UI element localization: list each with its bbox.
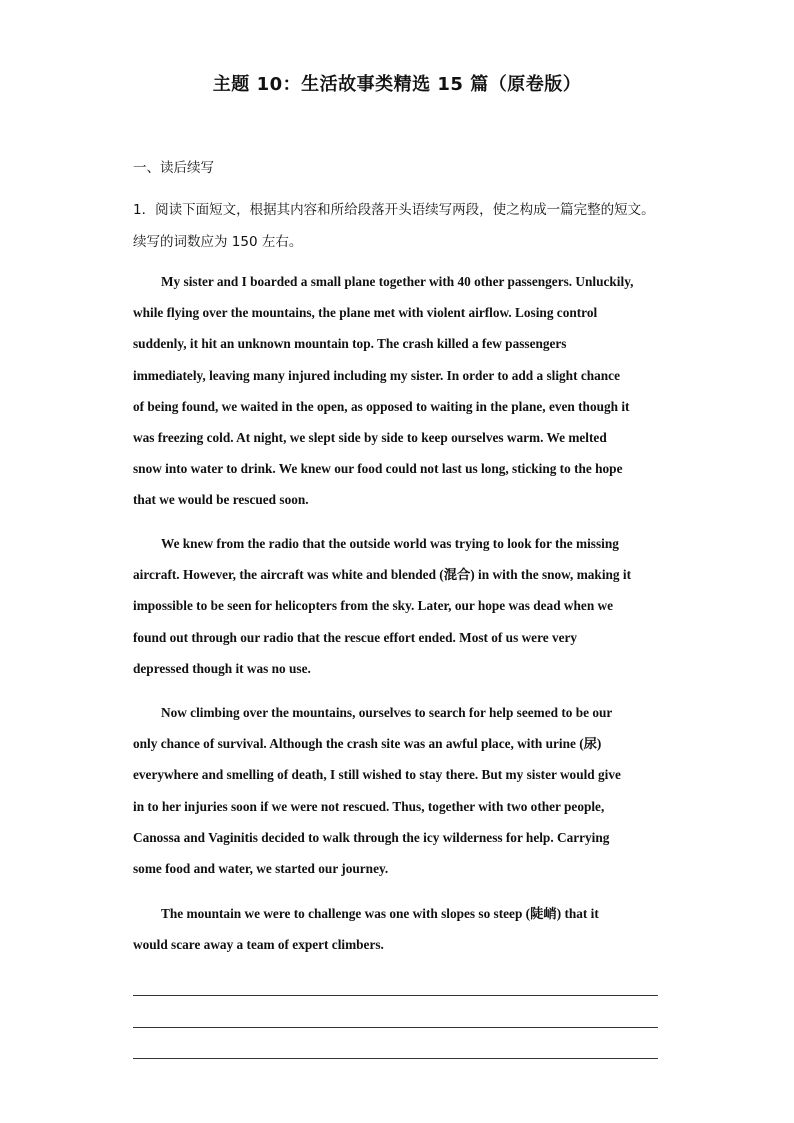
passage-line: in to her injuries soon if we were not rescued. Thus, together with two other people, — [133, 798, 605, 814]
passage-paragraph-3 — [133, 697, 665, 884]
passage-line: would scare away a team of expert climbers. — [133, 937, 384, 953]
passage-line: We knew from the radio that the outside world was trying to look for the missing — [161, 536, 619, 551]
passage-line: found out through our radio that the rescue effort ended. Most of us were very — [133, 629, 578, 645]
passage-line: The mountain we were to challenge was one with slopes so steep (陡峭) that it — [161, 906, 599, 921]
passage-line: depressed though it was no use. — [133, 660, 311, 676]
answer-writing-line[interactable] — [133, 995, 658, 996]
instruction-line: 续写的词数应为 150 左右。 — [133, 234, 303, 250]
answer-writing-line[interactable] — [133, 1058, 658, 1059]
passage-line: immediately, leaving many injured including my sister. In order to add a slight chance — [133, 367, 620, 383]
passage-line: of being found, we waited in the open, as opposed to waiting in the plane, even though it — [133, 398, 630, 414]
passage-line: impossible to be seen for helicopters from the sky. Later, our hope was dead when we — [133, 598, 614, 614]
passage-line: Canossa and Vaginitis decided to walk through the icy wilderness for help. Carrying — [133, 829, 610, 845]
passage-line: suddenly, it hit an unknown mountain top. The crash killed a few passengers — [133, 336, 567, 352]
page-title: 主题 10：生活故事类精选 15 篇（原卷版） — [212, 74, 582, 95]
answer-writing-line[interactable] — [133, 1027, 658, 1028]
passage-line: snow into water to drink. We knew our food could not last us long, sticking to the hope — [133, 461, 623, 477]
section-heading: 一、读后续写 — [133, 160, 214, 176]
passage-line: everywhere and smelling of death, I still wished to stay there. But my sister would give — [133, 767, 621, 783]
passage-line: was freezing cold. At night, we slept side by side to keep ourselves warm. We melted — [133, 429, 607, 445]
passage-line: that we would be rescued soon. — [133, 492, 309, 508]
passage-paragraph-2 — [133, 528, 665, 684]
passage-line: Now climbing over the mountains, ourselves to search for help seemed to be our — [161, 705, 613, 720]
passage-line: some food and water, we started our journey. — [133, 860, 389, 876]
passage-line: only chance of survival. Although the crash site was an awful place, with urine (尿) — [133, 736, 602, 752]
passage-line: aircraft. However, the aircraft was white and blended (混合) in with the snow, making it — [133, 567, 632, 583]
passage-paragraph-4 — [133, 898, 665, 960]
passage-line: while flying over the mountains, the plane met with violent airflow. Losing control — [133, 305, 598, 321]
passage-line: My sister and I boarded a small plane together with 40 other passengers. Unluckily, — [161, 274, 634, 289]
passage-paragraph-1 — [133, 266, 665, 516]
instruction-line: 1．阅读下面短文，根据其内容和所给段落开头语续写两段，使之构成一篇完整的短文。 — [133, 202, 655, 218]
task-instruction — [133, 194, 673, 258]
